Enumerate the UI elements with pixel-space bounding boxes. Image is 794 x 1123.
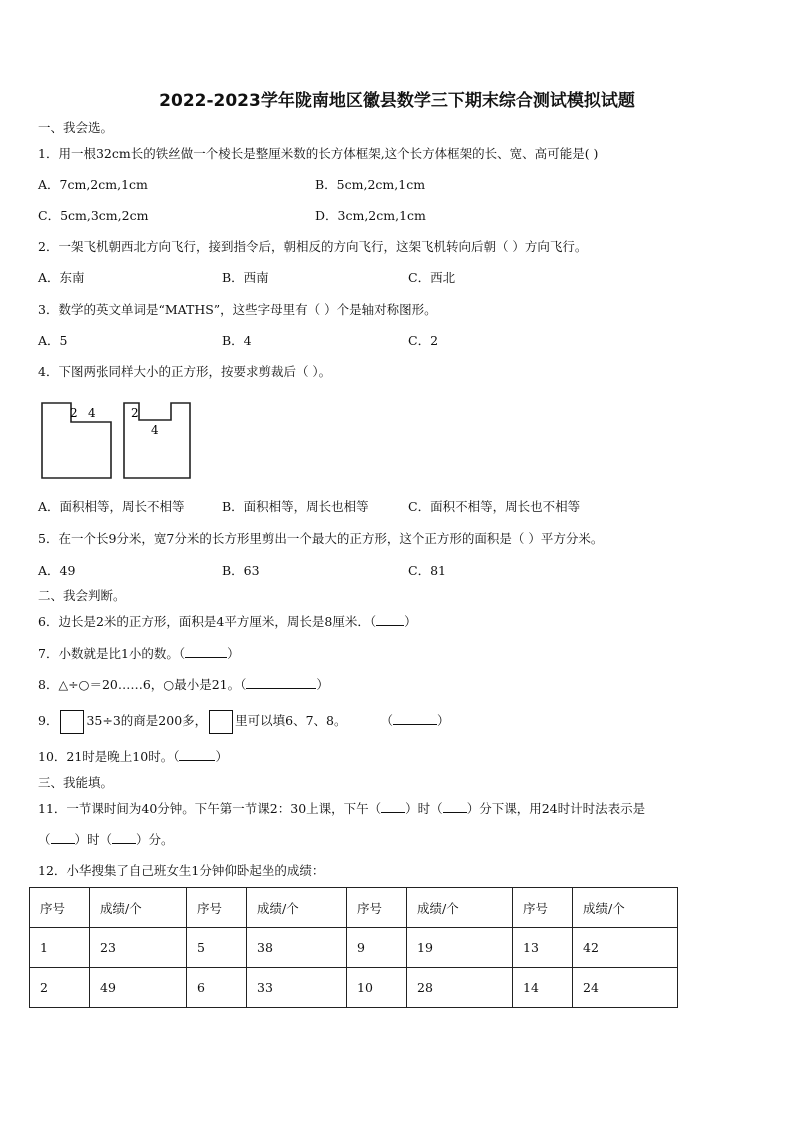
q11-text-e: ）时（: [74, 832, 113, 847]
table-cell: 33: [247, 968, 347, 1008]
q11-blank-hour-1[interactable]: [381, 800, 405, 813]
header-cell: 成绩/个: [573, 888, 678, 928]
q9-square-box-2[interactable]: [209, 710, 233, 734]
header-cell: 成绩/个: [247, 888, 347, 928]
table-cell: 5: [187, 928, 247, 968]
table-header-row: [30, 888, 678, 928]
q8-paren-close: ）: [316, 677, 329, 692]
q1-option-a: A．7cm,2cm,1cm: [38, 177, 148, 192]
q9-number: 9．: [38, 713, 59, 728]
table-cell: 6: [187, 968, 247, 1008]
header-cell: 序号: [187, 888, 247, 928]
q11-text-b: ）时（: [405, 801, 443, 816]
table-cell: 42: [573, 928, 678, 968]
q11-blank-hour-2[interactable]: [51, 831, 75, 844]
question-7: [38, 645, 240, 663]
header-cell: 成绩/个: [90, 888, 187, 928]
q7-paren-close: ）: [227, 646, 240, 661]
table-cell: 13: [513, 928, 573, 968]
q10-answer-blank[interactable]: [179, 748, 215, 761]
q7-text: 7．小数就是比1小的数。（: [38, 646, 186, 661]
q4-option-c: C．面积不相等，周长也不相等: [408, 499, 581, 514]
table-cell: 14: [513, 968, 573, 1008]
section-heading-3: 三、我能填。: [38, 775, 114, 790]
q9-square-box-1[interactable]: [60, 710, 84, 734]
q1-option-b: B．5cm,2cm,1cm: [315, 177, 426, 192]
q11-blank-minute-1[interactable]: [443, 800, 467, 813]
question-8: [38, 676, 329, 694]
q3-option-a: A．5: [38, 333, 68, 348]
table-cell: 10: [347, 968, 407, 1008]
q11-text-f: ）分。: [136, 832, 174, 847]
q7-answer-blank[interactable]: [185, 645, 227, 658]
table-cell: 23: [90, 928, 187, 968]
q4-option-b: B．面积相等，周长也相等: [222, 499, 369, 514]
question-1: 1．用一根32cm长的铁丝做一个棱长是整厘米数的长方体框架,这个长方体框架的长、宽、高可能是( ): [38, 146, 599, 161]
question-10: [38, 748, 228, 766]
header-cell: 序号: [30, 888, 90, 928]
q5-option-c: C．81: [408, 563, 446, 578]
q11-text-c: ）分下课，用24时计时法表示是: [466, 801, 646, 816]
table-cell: 49: [90, 968, 187, 1008]
page-title: 2022-2023学年陇南地区徽县数学三下期末综合测试模拟试题: [159, 91, 635, 111]
q2-option-b: B．西南: [222, 270, 269, 285]
table-cell: 19: [407, 928, 513, 968]
q9-text-mid: 35÷3的商是200多，: [86, 713, 208, 728]
q6-paren-close: ）: [404, 614, 417, 629]
table-cell: 2: [30, 968, 90, 1008]
table-row: [30, 968, 678, 1008]
question-5: 5．在一个长9分米，宽7分米的长方形里剪出一个最大的正方形，这个正方形的面积是（ ）平方分米。: [38, 531, 604, 546]
q3-option-c: C．2: [408, 333, 439, 348]
fig-label-4b: 4: [151, 423, 159, 437]
q6-text: 6．边长是2米的正方形，面积是4平方厘米，周长是8厘米．（: [38, 614, 377, 629]
q10-text: 10．21时是晚上10时。（: [38, 749, 180, 764]
q11-text-a: 11．一节课时间为40分钟。下午第一节课2：30上课，下午（: [38, 801, 382, 816]
fig-label-4a: 4: [88, 406, 96, 420]
question-4: 4．下图两张同样大小的正方形，按要求剪裁后（ ）。: [38, 364, 332, 379]
q1-option-d: D．3cm,2cm,1cm: [315, 208, 426, 223]
q8-answer-blank[interactable]: [246, 676, 316, 689]
cut-squares-figure: [38, 398, 198, 482]
q9-answer-blank[interactable]: [393, 712, 437, 725]
question-12: 12．小华搜集了自己班女生1分钟仰卧起坐的成绩：: [38, 863, 325, 878]
section-heading-2: 二、我会判断。: [38, 588, 126, 603]
q2-option-c: C．西北: [408, 270, 456, 285]
table-cell: 24: [573, 968, 678, 1008]
table-cell: 38: [247, 928, 347, 968]
table-cell: 1: [30, 928, 90, 968]
table-cell: 9: [347, 928, 407, 968]
q11-blank-minute-2[interactable]: [112, 831, 136, 844]
header-cell: 序号: [513, 888, 573, 928]
section-heading-1: 一、我会选。: [38, 120, 114, 135]
q1-option-c: C．5cm,3cm,2cm: [38, 208, 149, 223]
q9-paren-close: ）: [437, 713, 450, 728]
q6-answer-blank[interactable]: [376, 613, 404, 626]
question-3: 3．数学的英文单词是“MATHS”，这些字母里有（ ）个是轴对称图形。: [38, 302, 437, 317]
q5-option-a: A．49: [38, 563, 76, 578]
question-9: [38, 708, 450, 734]
header-cell: 成绩/个: [407, 888, 513, 928]
header-cell: 序号: [347, 888, 407, 928]
q9-paren-open: （: [380, 713, 394, 728]
q8-text: 8．△÷○＝20……6，○最小是21。（: [38, 677, 247, 692]
fig-label-2a: 2: [70, 406, 78, 420]
q4-option-a: A．面积相等，周长不相等: [38, 499, 185, 514]
table-cell: 28: [407, 968, 513, 1008]
q5-option-b: B．63: [222, 563, 260, 578]
question-11-line-2: [38, 831, 174, 849]
fig-label-2b: 2: [131, 406, 139, 420]
question-6: [38, 613, 417, 631]
question-2: 2．一架飞机朝西北方向飞行，接到指令后，朝相反的方向飞行，这架飞机转向后朝（ ）方向飞行。: [38, 239, 588, 254]
question-11-line-1: [38, 800, 645, 818]
q9-text-post: 里可以填6、7、8。: [235, 713, 347, 728]
table-row: [30, 928, 678, 968]
q2-option-a: A．东南: [38, 270, 85, 285]
q11-text-d: （: [38, 832, 51, 847]
q10-paren-close: ）: [215, 749, 228, 764]
situp-scores-table: [29, 887, 678, 1008]
q3-option-b: B．4: [222, 333, 252, 348]
